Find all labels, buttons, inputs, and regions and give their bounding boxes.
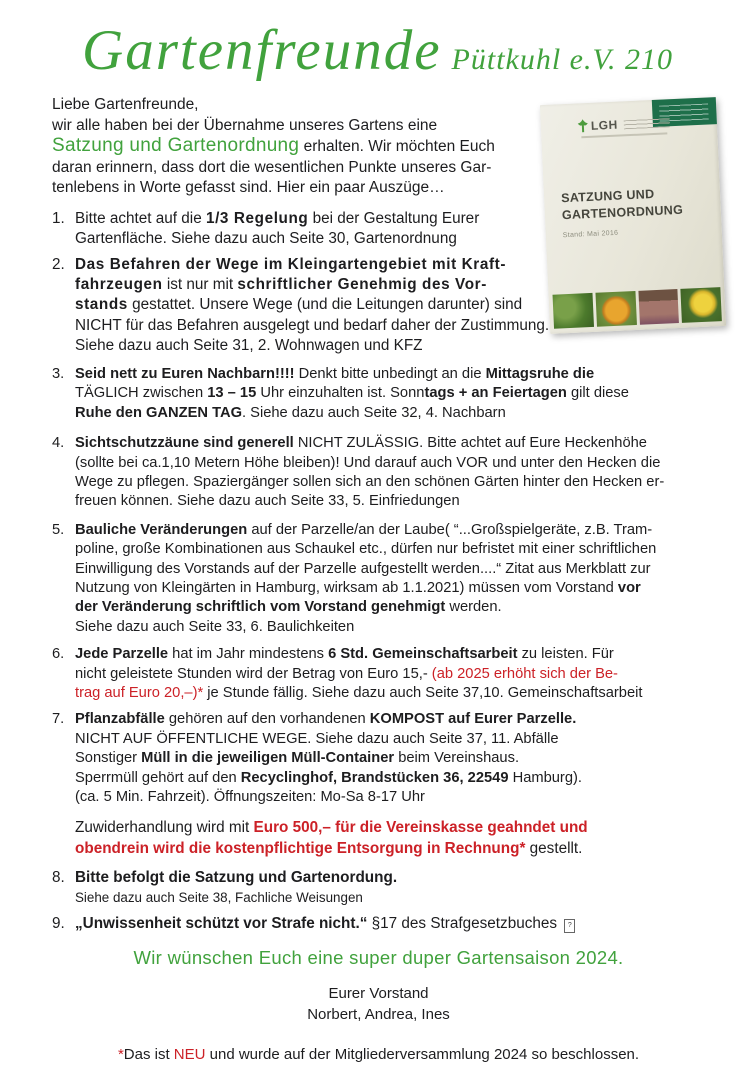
closing-line: Wir wünschen Euch eine super duper Gartensaison 2024. [133,947,624,969]
item-number: 5. [52,521,65,538]
booklet-logo [577,115,670,133]
signature-line1: Eurer Vorstand [328,984,429,1002]
item-text: Bitte befolgt die Satzung und Gartenordung. Siehe dazu auch Seite 38, Fachliche Weisungen [75,868,398,906]
item-number: 3. [52,365,65,382]
booklet-title-line1: SATZUNG UND [560,187,655,206]
lgh-logo-text: LGH [590,117,619,133]
item-text: Bauliche Veränderungen auf der Parzelle/an der Laube( “...Großspielgeräte, z.B. Tram- poline, große Kombinationen aus Schaukel etc., dürfen nur befristet mit einer schriftlichen Einwilligung des Vorstands auf der Parzelle aufgestellt werden....“ Zitat aus Merkblatt zur Nutzung von Kleingärten in Hamburg, wirksam ab 1.1.2021) müssen vom Vorstand vor der Veränderung schriftlich vom Vorstand genehmigt werden. Siehe dazu auch Seite 33, 6. Baulichkeiten [75,521,657,635]
warning-paragraph: Zuwiderhandlung wird mit Euro 500,– für die Vereinskasse geahndet und obendrein wird die kostenpflichtige Entsorgung in Rechnung* gestellt. [75,819,588,857]
item-number: 2. [52,255,65,273]
list-item-3 [52,365,705,423]
booklet-title-line2: GARTENORDNUNG [561,202,684,223]
item-text: Seid nett zu Euren Nachbarn!!!! Denkt bitte unbedingt an die Mittagsruhe die TÄGLICH zwischen 13 – 15 Uhr einzuhalten ist. Sonntags + an Feiertagen gilt diese Ruhe den GANZEN TAG. Siehe dazu auch Seite 32, 4. Nachbarn [75,365,629,421]
signature-line2: Norbert, Andrea, Ines [307,1005,450,1023]
item-number: 7. [52,711,65,728]
intro-paragraph: Liebe Gartenfreunde, wir alle haben bei der Übernahme unseres Gartens eine Satzung und Gartenordnung erhalten. Wir möchten Euch daran erinnern, dass dort die wesentlichen Punkte unseres Gar- tenlebens in Worte gefasst sind. Hier ein paar Auszüge… [52,96,495,196]
list-item-5 [52,521,705,637]
item-number: 1. [52,209,65,227]
item-text: Das Befahren der Wege im Kleingartengebiet mit Kraft- fahrzeugen ist nur mit schriftlicher Genehmig des Vor- stands gestattet. Unsere Wege (und die Leitungen darunter) sind NICHT für das Befahren ausgelegt und bedarf daher der Zustimmung. Siehe dazu auch Seite 31, 2. Wohnwagen und KFZ [75,255,550,354]
lgh-plant-icon [577,119,590,134]
item-number: 9. [52,915,65,933]
list-item-6 [52,645,705,703]
item-text: Bitte achtet auf die 1/3 Regelung bei der Gestaltung Eurer Gartenfläche. Siehe dazu auch Seite 30, Gartenordnung [75,209,480,247]
list-item-4 [52,434,705,512]
signature-block [52,983,705,1025]
logo-fine-print [623,118,669,129]
logo-fine-print-line [581,132,667,137]
item-text: Sichtschutzzäune sind generell NICHT ZULÄSSIG. Bitte achtet auf Eure Heckenhöhe (sollte bei ca.1,10 Metern Höhe bleiben)! Und darauf auch VOR und unter den Hecken die Wege zu pflegen. Spaziergänger sollen sich an den schönen Gärten hinter den Hecken er- freuen können. Siehe dazu auch Seite 33, 5. Einfriedungen [75,435,665,510]
page-title: Gartenfreunde [82,19,442,82]
page-title-suffix: Püttkuhl e.V. 210 [451,43,673,76]
booklet-edition: Stand: Mai 2016 [562,229,619,240]
list-item-8 [52,868,705,908]
list-item-7 [52,710,705,807]
item-number: 6. [52,646,65,663]
item-text: Jede Parzelle hat im Jahr mindestens 6 Std. Gemeinschaftsarbeit zu leisten. Für nicht geleistete Stunden wird der Betrag von Euro 15,- (ab 2025 erhöht sich der Be- trag auf Euro 20,–)* je Stunde fällig. Siehe dazu auch Seite 37,10. Gemeinschaftsarbeit [75,646,643,702]
list-item-9 [52,914,705,934]
masthead [0,0,755,83]
item-text: Pflanzabfälle gehören auf den vorhandenen KOMPOST auf Eurer Parzelle. NICHT AUF ÖFFENTLICHE WEGE. Siehe dazu auch Seite 37, 11. Abfälle Sonstiger Müll in die jeweiligen Müll-Container beim Vereinshaus. Sperrmüll gehört auf den Recyclinghof, Brandstücken 36, 22549 Hamburg). (ca. 5 Min. Fahrzeit). Öffnungszeiten: Mo-Sa 8-17 Uhr [75,711,582,806]
item-text: „Unwissenheit schützt vor Strafe nicht.“ §17 des Strafgesetzbuches ? [75,915,575,932]
list-item-1 [52,209,705,249]
list-item-2 [52,255,705,356]
item-number: 4. [52,435,65,452]
rules-list [52,209,705,935]
item-number: 8. [52,868,65,886]
letter-body [52,95,705,1065]
footnote: *Das ist NEU und wurde auf der Mitgliederversammlung 2024 so beschlossen. [117,1045,640,1063]
